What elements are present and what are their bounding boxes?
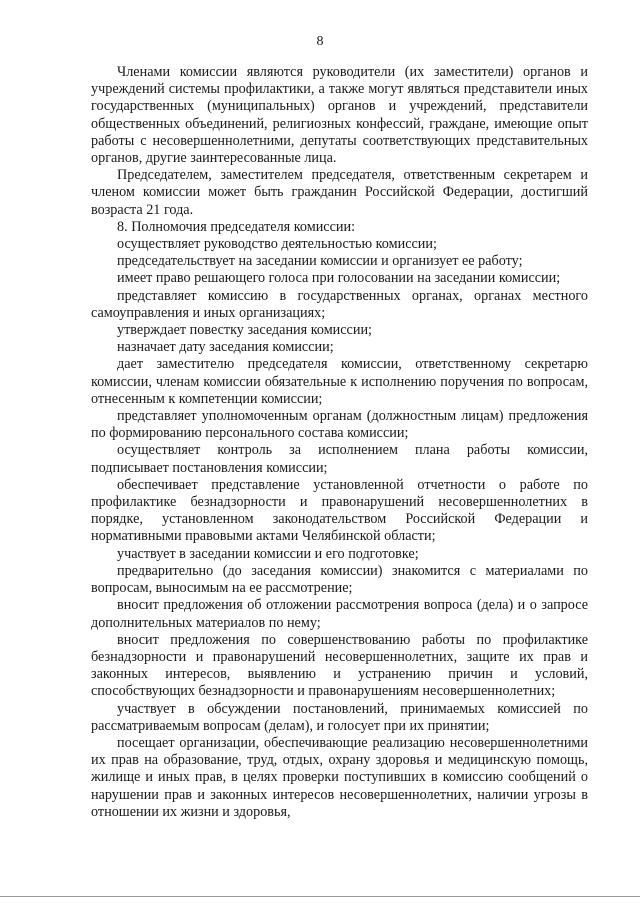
list-item: утверждает повестку заседания комиссии; [117, 322, 372, 339]
section-heading-chair-powers: 8. Полномочия председателя комиссии: [117, 218, 356, 235]
list-item: имеет право решающего голоса при голосовании на заседании комиссии; [117, 270, 561, 287]
list-item: посещает организации, обеспечивающие реализацию несовершеннолетними их прав на образование, труд, отдых, охрану здоровья и медицинскую помощь, жилище и иных прав, в целях проверки поступивших в комиссию сообщений о нарушении прав и законных интересов несовершеннолетних, наличии угрозы в отношении их жизни и здоровья, [91, 734, 588, 820]
page-bottom-edge [0, 896, 640, 897]
list-item: вносит предложения об отложении рассмотрения вопроса (дела) и о запросе дополнительных материалов по нему; [91, 597, 588, 631]
list-item: участвует в обсуждении постановлений, принимаемых комиссией по рассматриваемым вопросам (делам), и голосует при их принятии; [91, 700, 588, 734]
list-item: предварительно (до заседания комиссии) знакомится с материалами по вопросам, выносимым на ее рассмотрение; [91, 562, 588, 597]
document-body [91, 64, 588, 821]
list-item: дает заместителю председателя комиссии, ответственному секретарю комиссии, членам комиссии обязательные к исполнению поручения по вопросам, отнесенным к компетенции комиссии; [91, 356, 588, 407]
paragraph-members: Членами комиссии являются руководители (их заместители) органов и учреждений системы профилактики, а также могут являться представители иных государственных (муниципальных) органов и учреждений, представители общественных объединений, религиозных конфессий, граждане, имеющие опыт работы с несовершеннолетними, депутаты соответствующих представительных органов, другие заинтересованные лица. [91, 64, 588, 167]
list-item: вносит предложения по совершенствованию работы по профилактике безнадзорности и правонарушений несовершеннолетних, защите их прав и законных интересов, выявлению и устранению причин и условий, способствующих безнадзорности и правонарушениям несовершеннолетних; [91, 631, 588, 700]
list-item: председательствует на заседании комиссии и организует ее работу; [117, 253, 523, 270]
list-item: осуществляет руководство деятельностью комиссии; [117, 236, 437, 253]
list-item: обеспечивает представление установленной отчетности о работе по профилактике безнадзорности и правонарушений несовершеннолетних в порядке, установленном законодательством Российской Федерации и нормативными правовыми актами Челябинской области; [91, 476, 588, 545]
list-item: участвует в заседании комиссии и его подготовке; [117, 545, 419, 562]
paragraph-chair-eligibility: Председателем, заместителем председателя, ответственным секретарем и членом комиссии может быть гражданин Российской Федерации, достигший возраста 21 года. [91, 167, 588, 218]
list-item: назначает дату заседания комиссии; [117, 339, 334, 356]
list-item: представляет уполномоченным органам (должностным лицам) предложения по формированию персонального состава комиссии; [91, 408, 588, 442]
page-number: 8 [316, 34, 324, 49]
list-item: осуществляет контроль за исполнением плана работы комиссии, подписывает постановления комиссии; [91, 442, 588, 476]
list-item: представляет комиссию в государственных органах, органах местного самоуправления и иных организациях; [91, 287, 588, 321]
